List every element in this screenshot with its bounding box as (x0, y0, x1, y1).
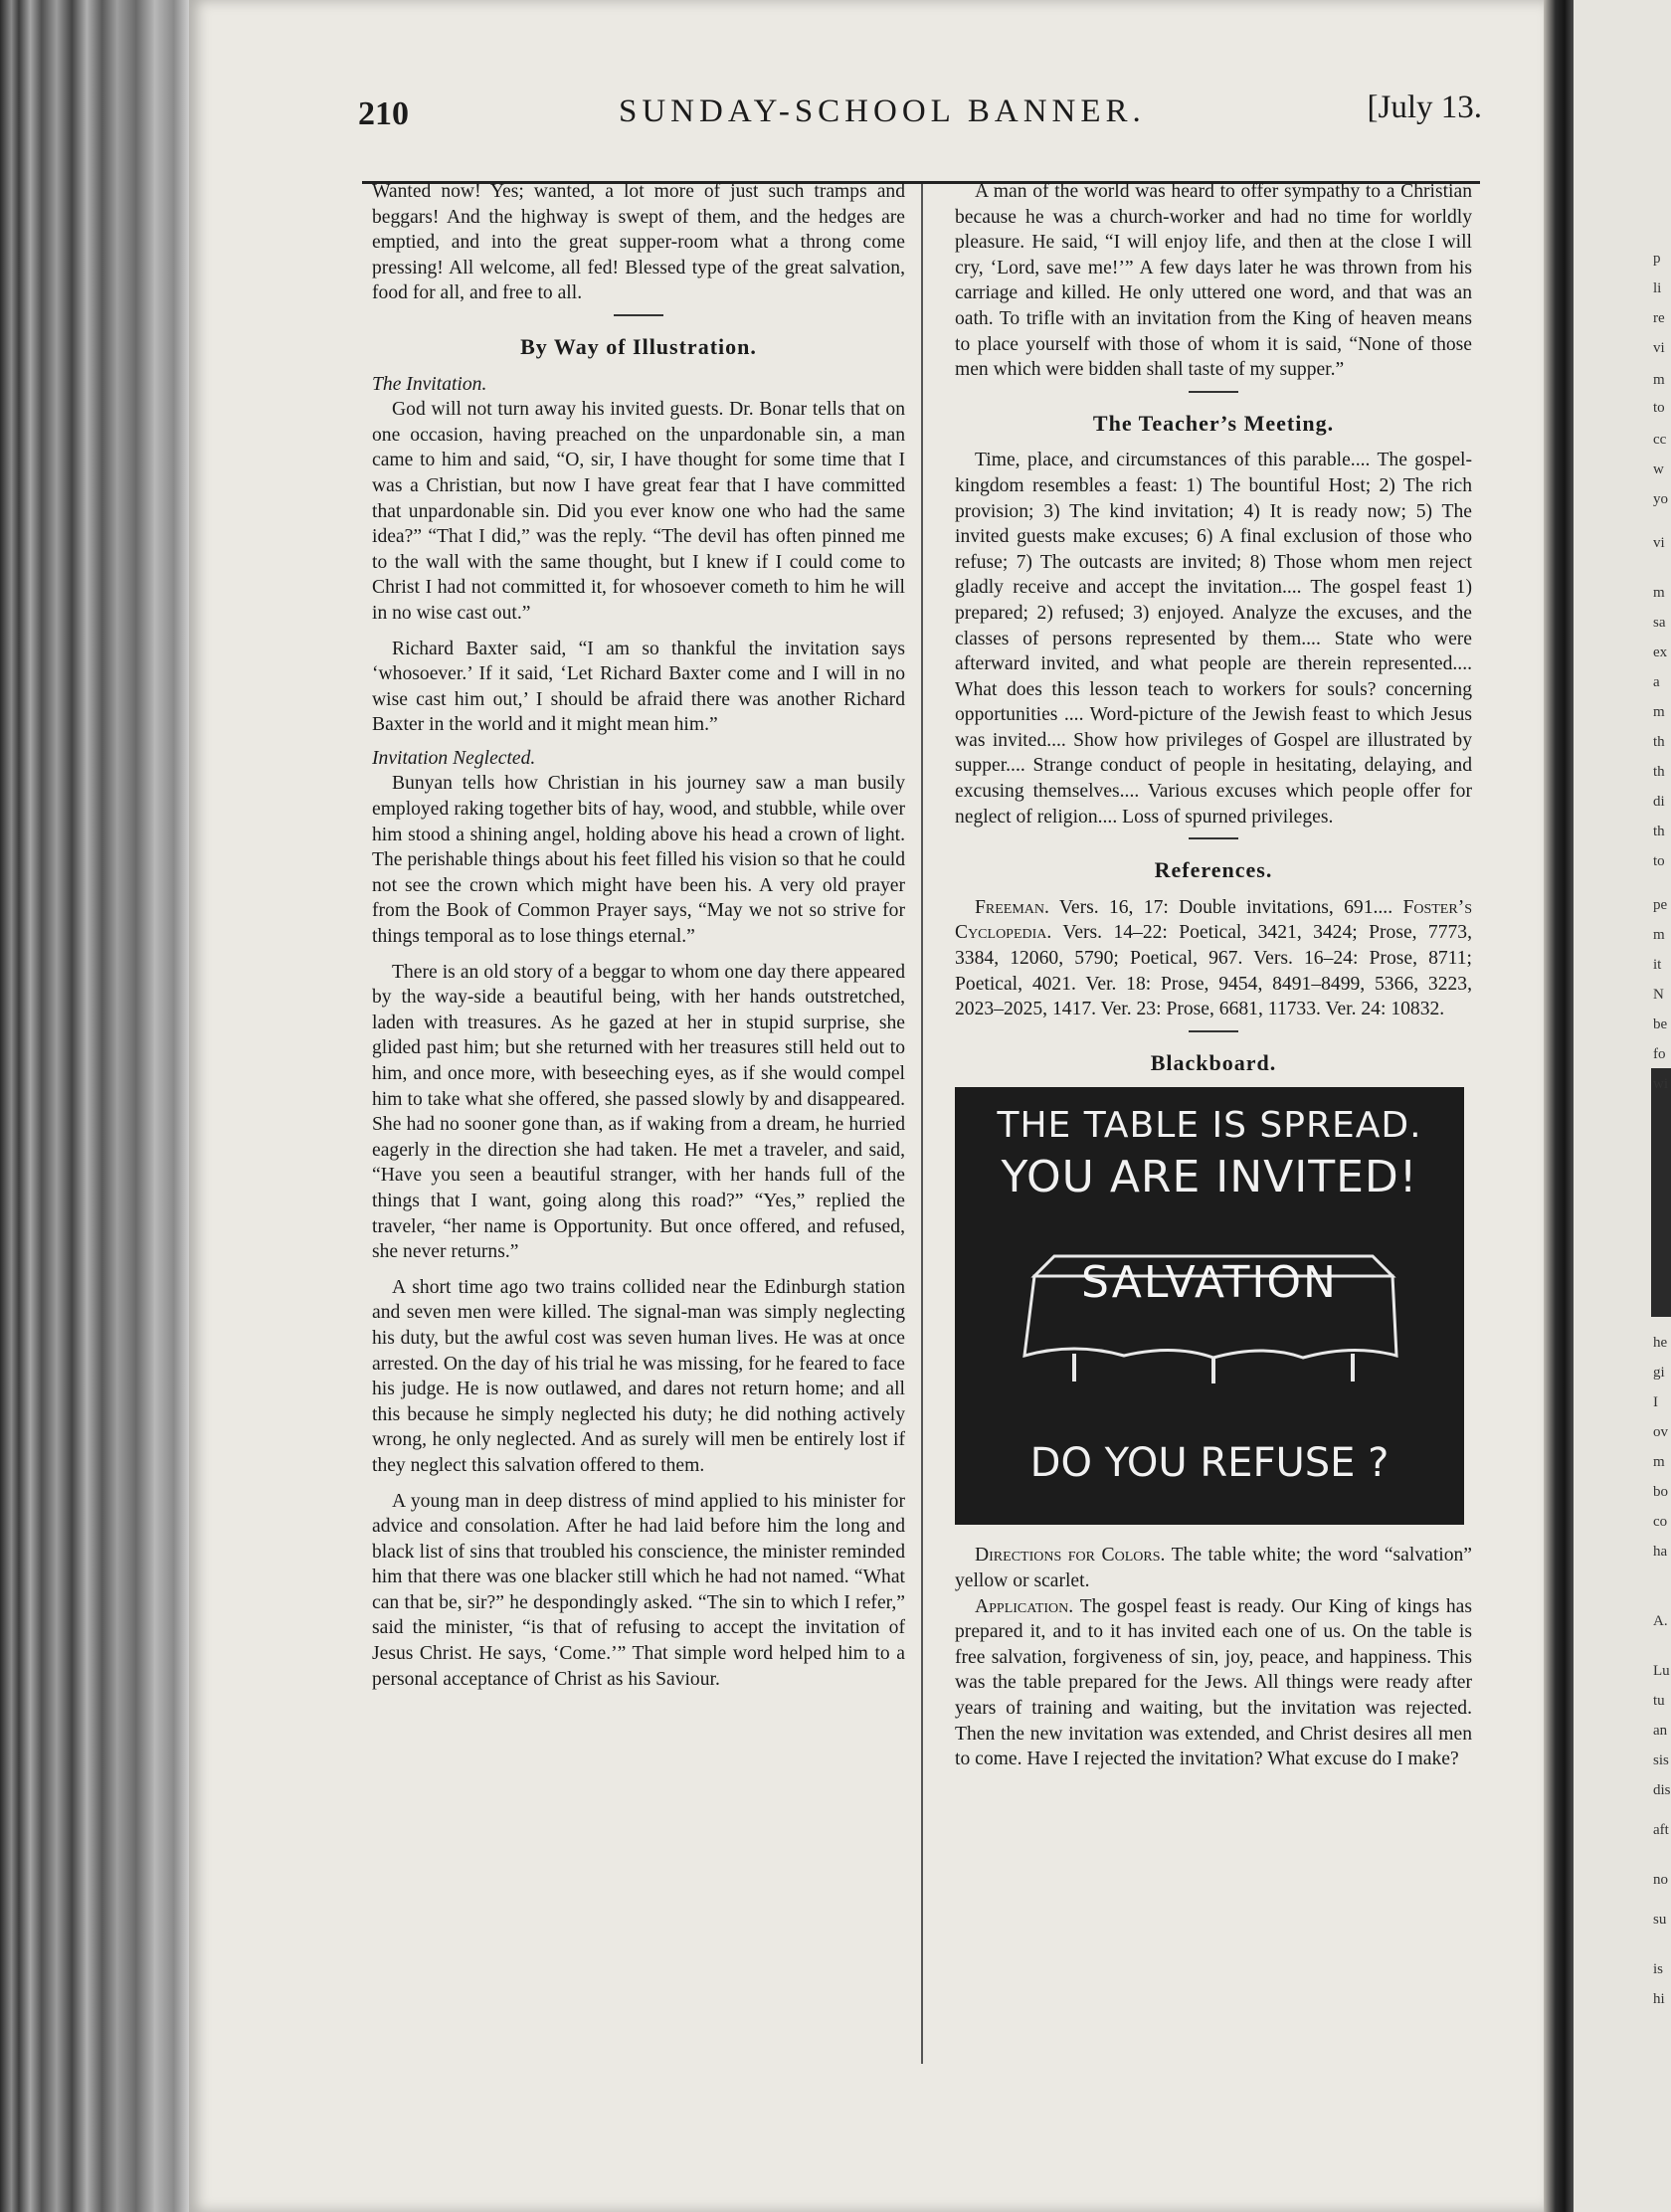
next-page-fragment: li (1653, 280, 1662, 296)
application-text: The gospel feast is ready. Our King of kings has prepared it, and to it has invited each one of us. On the table is free salvation, forgiveness of sin, joy, peace, and happiness. This was the table prepared for the Jews. All things were ready after years of training and waiting, but the invitation was rejected. Then the new invitation was extended, and Christ desires all men to come. Have I rejected the invitation? What excuse do I make? (955, 1595, 1472, 1770)
next-page-fragment: an (1653, 1723, 1668, 1739)
next-page-fragment: vi (1653, 535, 1665, 551)
next-page-fragment: m (1653, 1454, 1665, 1470)
blackboard-line-1: THE TABLE IS SPREAD. (997, 1105, 1422, 1147)
intro-paragraph: Wanted now! Yes; wanted, a lot more of just such tramps and beggars! And the highway is swept of them, and the hedges are emptied, and into the great supper-room what a throng come pressing! All welcome, all fed! Blessed type of the great salvation, food for all, and free to all. (372, 181, 905, 304)
teachers-meeting-text: Time, place, and circumstances of this parable.... The gospel-kingdom resembles a feast: 1) The bountiful Host; 2) The rich provision; 3) The kind invitation; 4) It is ready now; 5) The invited guests make excuses; 6) A final exclusion of those who refuse; 7) The outcasts are invited; 8) Those whom men reject gladly receive and accept the invitation.... The gospel feast 1) prepared; 2) refused; 3) enjoyed. Analyze the excuses, and the classes of persons represented by them.... State who were afterward invited, and what people are therein represented.... What does this lesson teach to workers for souls? concerning opportunities .... Word-picture of the Jewish feast to which Jesus was invited.... Show how privileges of Gospel are illustrated by supper.... Strange conduct of people in hesitating, delaying, and excusing themselves.... Various excuses which people offer for neglect of religion.... Loss of spurned privileges. (955, 450, 1472, 828)
book-binding (0, 0, 189, 2212)
next-page-fragment: is (1653, 1961, 1664, 1977)
next-page-fragment: hi (1653, 1991, 1665, 2007)
next-page-fragment: N (1653, 987, 1664, 1003)
next-page-fragment: no (1653, 1872, 1668, 1888)
paragraph-bunyan: Bunyan tells how Christian in his journey saw a man busily employed raking together bits of hay, wood, and stubble, while over him stood a shining angel, holding above his head a crown of light. The perishable things about his feet filled his vision so that he could not see the crown which might have been his. A very old prayer from the Book of Common Prayer says, “May we not so strive for things temporal as to lose things eternal.” (372, 773, 905, 948)
ref-foster-text: Vers. 14–22: Poetical, 3421, 3424; Prose, 7773, 3384, 12060, 5790; Poetical, 967. Vers. 16–24: Prose, 8711; Poetical, 4021. Ver. 18: Prose, 9454, 8491–8499, 5366, 3223, 2023–2025, 1417. Ver. 23: Prose, 6681, 11733. Ver. 24: 10832. (955, 922, 1472, 1020)
next-page-fragment: co (1653, 1514, 1668, 1530)
next-page-fragment: ha (1653, 1544, 1668, 1560)
next-page-fragment: to (1653, 853, 1665, 869)
ref-freeman-label: Freeman. (975, 896, 1049, 918)
left-column (372, 179, 905, 1692)
page-number: 210 (358, 95, 409, 132)
ref-foster-label: Foster’s Cyclopedia. (955, 896, 1472, 944)
subhead-neglected: Invitation Neglected. (372, 747, 536, 769)
next-page-fragment: p (1653, 251, 1661, 267)
next-page-fragment: ex (1653, 645, 1668, 660)
next-page-fragment: th (1653, 824, 1665, 839)
next-page-edge (1574, 0, 1671, 2212)
blackboard-line-3: SALVATION (1081, 1257, 1338, 1309)
next-page-fragment: m (1653, 704, 1665, 720)
next-page-fragment: th (1653, 734, 1665, 750)
paragraph-beggar: There is an old story of a beggar to whom one day there appeared by the way-side a beautiful being, with her hands outstretched, laden with treasures. As he gazed at her in stupid surprise, she glided past him; but she returned with her treasures still held out to him, and once more, with beseeching eyes, as if she would compel him to take what she offered, she passed slowly by and disappeared. She had no sooner gone than, as if waking from a dream, he hurried eagerly in the direction she had taken. He met a traveler, and said, “Have you seen a beautiful stranger, with her hands full of the things that I want, going along this road?” “Yes,” replied the traveler, “her name is Opportunity. But once offered, and refused, she never returns.” (372, 961, 905, 1263)
next-page-fragment: th (1653, 764, 1665, 780)
application-label: Application. (975, 1595, 1074, 1617)
next-page-fragment: bo (1653, 1484, 1668, 1500)
next-page-fragment: A. (1653, 1613, 1668, 1629)
next-page-fragment: sis (1653, 1752, 1669, 1768)
paragraph-man-of-world: A man of the world was heard to offer sympathy to a Christian because he was a church-worker and had no time for worldly pleasure. He said, “I will enjoy life, and then at the close I will cry, ‘Lord, save me!’” A few days later he was thrown from his carriage and killed. He only uttered one word, and that was an oath. To trifle with an invitation from the King of heaven means to place yourself with those of whom it is said, “None of those men which were bidden shall taste of my supper.” (955, 181, 1472, 381)
page-header (358, 90, 1482, 155)
next-page-fragment: sa (1653, 615, 1666, 631)
next-page-fragment: su (1653, 1912, 1667, 1928)
next-page-fragment: vi (1653, 340, 1665, 356)
section-title-teachers: The Teacher’s Meeting. (1092, 410, 1335, 436)
blackboard-line-4: DO YOU REFUSE ? (1029, 1440, 1390, 1487)
section-title-references: References. (1154, 857, 1273, 883)
blackboard-line-2: YOU ARE INVITED! (1001, 1152, 1418, 1203)
next-page-fragment: m (1653, 372, 1665, 388)
next-page-fragment: m (1653, 927, 1665, 943)
next-page-fragment: a (1653, 674, 1660, 690)
next-page-fragment: it (1653, 957, 1662, 973)
next-page-fragment: to (1653, 400, 1665, 416)
subhead-invitation: The Invitation. (372, 373, 487, 395)
short-rule (1189, 391, 1238, 393)
next-page-fragment: dis (1653, 1782, 1671, 1798)
next-page-fragment: pe (1653, 897, 1668, 913)
running-title: SUNDAY-SCHOOL BANNER. (619, 93, 1146, 129)
next-page-fragment: di (1653, 794, 1665, 810)
column-divider (921, 184, 923, 2064)
next-page-fragment: yo (1653, 491, 1668, 507)
paragraph-baxter: Richard Baxter said, “I am so thankful the invitation says ‘whosoever.’ If it said, ‘Let Richard Baxter come and I will in no wise cast him out,’ I should be afraid there was another Richard Baxter in the world and it might mean him.” (372, 638, 905, 736)
next-page-fragment: I (1653, 1394, 1658, 1410)
directions-text: The table white; the word “salvation” yellow or scarlet. (955, 1545, 1472, 1591)
next-page-fragment: ov (1653, 1424, 1668, 1440)
directions-label: Directions for Colors. (975, 1545, 1166, 1567)
next-page-fragment: fo (1653, 1046, 1666, 1062)
references-text (955, 895, 1472, 1022)
header-date: [July 13. (1367, 90, 1482, 125)
next-page-fragment: tu (1653, 1693, 1665, 1709)
ref-freeman-text: Vers. 16, 17: Double invitations, 691.... (1058, 896, 1393, 918)
paragraph-bonar: God will not turn away his invited guests. Dr. Bonar tells that on one occasion, having preached on the unpardonable sin, a man came to him and said, “O, sir, I have thought for some time that I was a Christian, but now I have great fear that I have committed that unpardonable sin. Did you ever know one who had the same idea?” “That I did,” was the reply. “The devil has often pinned me to the wall with the same thought, but I knew if I could come to Christ I had not committed it, for whosoever cometh to him he will in no wise cast out.” (372, 399, 905, 624)
next-page-fragment: wi (1653, 1076, 1668, 1092)
next-page-fragment: cc (1653, 432, 1667, 448)
paragraph-young-man: A young man in deep distress of mind applied to his minister for advice and consolation. After he had laid before him the long and black list of sins that troubled his conscience, the minister reminded him that there was one blacker still which he had not named. “What can that be, sir?” he despondingly asked. “The sin to which I refer,” said the minister, “is that of refusing to accept the invitation of Jesus Christ. He says, ‘Come.’” That simple word helped him to a personal acceptance of Christ as his Saviour. (372, 1490, 905, 1690)
right-column (955, 179, 1472, 1772)
short-rule (614, 314, 663, 316)
next-page-fragment: aft (1653, 1822, 1669, 1838)
short-rule (1189, 837, 1238, 839)
directions-paragraph (955, 1543, 1472, 1593)
next-page-fragment: re (1653, 310, 1665, 326)
next-page-fragment: m (1653, 585, 1665, 601)
application-paragraph (955, 1594, 1472, 1772)
section-title-blackboard: Blackboard. (1150, 1049, 1277, 1075)
section-title-illustration: By Way of Illustration. (520, 333, 757, 359)
page-gutter (1544, 0, 1574, 2212)
next-page-blackboard-fragment (1651, 1068, 1671, 1317)
next-page-fragment: he (1653, 1335, 1668, 1351)
paragraph-trains: A short time ago two trains collided near the Edinburgh station and seven men were killed. The signal-man was simply neglecting his duty, but the awful cost was seven human lives. He was at once arrested. On the day of his trial he was missing, for he feared to face his judge. He is now outlawed, and dares not return home; and all this because he simply neglected his duty; he did nothing actively wrong, he only neglected. And as surely will men be entirely lost if they neglect this salvation offered to them. (372, 1276, 905, 1476)
next-page-fragment: Lu (1653, 1663, 1670, 1679)
blackboard-illustration (955, 1087, 1464, 1525)
next-page-fragment: be (1653, 1016, 1668, 1032)
next-page-fragment: w (1653, 461, 1664, 477)
short-rule (1189, 1030, 1238, 1032)
next-page-fragment: gi (1653, 1365, 1665, 1381)
